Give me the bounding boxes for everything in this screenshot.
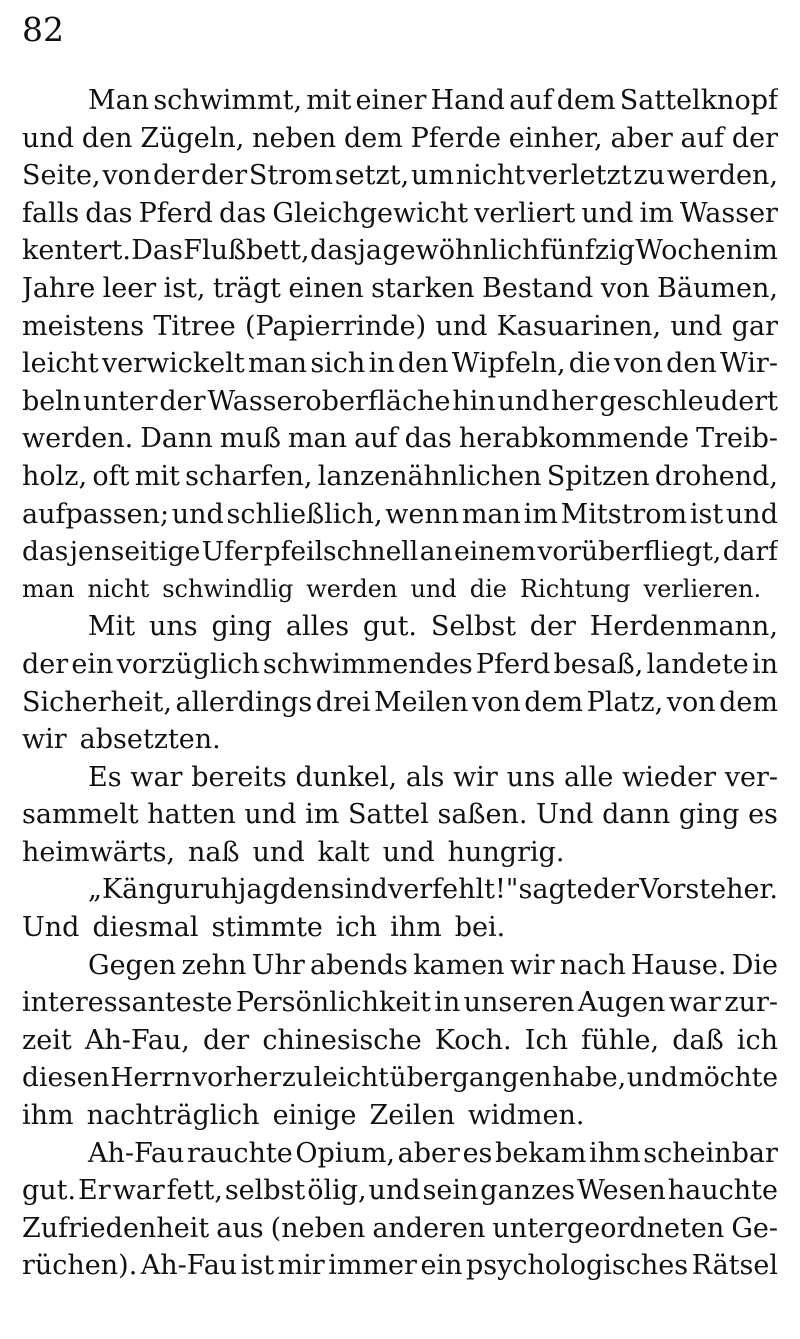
word: Koch. xyxy=(434,1024,512,1056)
word: ging xyxy=(211,611,273,643)
word: leicht xyxy=(22,348,99,380)
word: den xyxy=(666,348,717,380)
word: vorüberfliegt, xyxy=(537,536,722,568)
word: meistens xyxy=(22,310,145,342)
word: selbst xyxy=(224,1175,306,1207)
word: man xyxy=(287,423,348,455)
word: Bäumen, xyxy=(657,272,778,304)
word: und xyxy=(410,574,457,603)
word: werden, xyxy=(666,160,778,192)
word: und xyxy=(252,836,305,868)
word: die xyxy=(568,348,611,380)
word: (neben xyxy=(270,1212,366,1244)
word: die xyxy=(469,574,507,603)
word: hauchte xyxy=(667,1175,778,1207)
word: war xyxy=(130,761,183,793)
word: Zügeln, xyxy=(140,122,245,154)
word: einer xyxy=(355,85,427,116)
word: einher, xyxy=(508,122,603,154)
word: Wesen xyxy=(577,1175,666,1207)
word: aber xyxy=(397,1137,460,1169)
word: einem xyxy=(453,536,537,568)
word: Ufer xyxy=(201,536,263,568)
word: zehn xyxy=(181,949,247,981)
word: und xyxy=(626,1062,678,1094)
word: gut. xyxy=(22,1175,77,1207)
word: einige xyxy=(272,1100,357,1132)
word: uns xyxy=(148,611,198,643)
word: Jahre xyxy=(22,272,96,304)
word: Wasser xyxy=(679,197,778,229)
word: habe, xyxy=(552,1062,627,1094)
word: dunkel, xyxy=(295,761,398,793)
word: wir xyxy=(453,761,498,793)
word: ein xyxy=(71,648,114,680)
word: von xyxy=(102,160,152,192)
word: landete xyxy=(646,648,749,680)
text-line xyxy=(22,533,778,571)
word: Ah-Fau xyxy=(140,1250,238,1282)
text-line xyxy=(22,796,778,834)
word: her xyxy=(551,385,598,417)
word: das xyxy=(404,423,452,455)
word: gut. xyxy=(362,611,417,643)
word: möchte xyxy=(678,1062,778,1094)
word: Pferd xyxy=(138,197,213,229)
word: in xyxy=(434,987,461,1019)
word: Richtung xyxy=(519,574,631,603)
word: dem xyxy=(524,686,584,718)
word: Die xyxy=(731,949,778,981)
word: gewöhnlich xyxy=(382,235,540,267)
word: Ich xyxy=(524,1024,568,1056)
word: in xyxy=(751,648,778,680)
word: als xyxy=(405,761,445,793)
word: ich xyxy=(736,1024,778,1056)
text-line xyxy=(22,984,778,1022)
word: Titree xyxy=(153,310,236,342)
word: sich xyxy=(310,348,366,380)
word: der xyxy=(203,1024,250,1056)
word: und xyxy=(670,310,723,342)
word: Ah-Fau, xyxy=(84,1024,190,1056)
word: rauchte xyxy=(187,1137,293,1169)
word: lanzenähnlichen xyxy=(317,460,542,492)
word: schwimmt, xyxy=(153,85,303,116)
word: den xyxy=(81,122,133,154)
word: Gegen xyxy=(88,949,177,981)
word: widmen. xyxy=(467,1100,585,1132)
word: unseren xyxy=(463,987,575,1019)
text-line xyxy=(22,646,778,684)
word: scheinbar xyxy=(643,1137,778,1169)
word: holz, xyxy=(22,460,88,492)
text-line xyxy=(22,496,778,534)
word: Ge- xyxy=(731,1212,778,1244)
word: Ah-Fau xyxy=(88,1137,185,1169)
word: man xyxy=(461,498,521,530)
word: im xyxy=(523,498,558,530)
word: der xyxy=(529,611,576,643)
word: es xyxy=(748,799,778,831)
word: war xyxy=(668,987,721,1019)
word: verlieren. xyxy=(643,574,762,603)
word: verliert xyxy=(474,197,576,229)
word: ölig, xyxy=(307,1175,367,1207)
word: Persönlichkeit xyxy=(235,987,431,1019)
word: oft xyxy=(92,460,130,492)
word: abends xyxy=(310,949,408,981)
word: falls xyxy=(22,197,80,229)
word: übergangen xyxy=(389,1062,552,1094)
text-line xyxy=(22,759,778,797)
word: ist, xyxy=(163,272,206,304)
word: und xyxy=(244,799,297,831)
word: Selbst xyxy=(430,611,516,643)
word: der xyxy=(200,160,248,192)
word: leicht xyxy=(313,1062,389,1094)
word: ging xyxy=(678,799,740,831)
word: und xyxy=(22,122,75,154)
word: und xyxy=(497,385,550,417)
word: bekam xyxy=(495,1137,587,1169)
word: mir xyxy=(277,1250,325,1282)
word: kamen xyxy=(413,949,505,981)
text-line xyxy=(22,458,778,496)
word: ist xyxy=(240,1250,275,1282)
word: Rätsel xyxy=(691,1250,778,1282)
text-line xyxy=(22,270,778,308)
word: Es xyxy=(88,761,122,793)
word: nach xyxy=(559,949,626,981)
word: ihm xyxy=(588,1137,641,1169)
word: immer xyxy=(328,1250,417,1282)
word: das xyxy=(85,197,133,229)
text-line xyxy=(22,82,778,120)
word: ja xyxy=(357,235,383,267)
word: Flußbett, xyxy=(183,235,310,267)
word: der xyxy=(153,160,200,192)
word: auf xyxy=(680,122,725,154)
word: war xyxy=(112,1175,165,1207)
word: anderen xyxy=(372,1212,486,1244)
word: und xyxy=(171,498,224,530)
word: stimmte xyxy=(211,912,323,944)
word: psychologisches xyxy=(465,1250,689,1282)
word: werden xyxy=(306,574,398,603)
text-line xyxy=(22,308,778,346)
word: wir xyxy=(509,949,555,981)
word: schwimmendes xyxy=(262,648,473,680)
word: trägt xyxy=(212,272,281,304)
text-line xyxy=(22,195,778,233)
word: Dann xyxy=(140,423,213,455)
word: Wir- xyxy=(720,348,778,380)
word: neben xyxy=(252,122,337,154)
word: und xyxy=(382,836,435,868)
text-line xyxy=(22,1172,778,1210)
word: Zeilen xyxy=(369,1100,455,1132)
word: Augen xyxy=(577,987,666,1019)
word: zu xyxy=(633,160,665,192)
word: Und xyxy=(536,799,594,831)
text-line xyxy=(22,157,778,195)
word: sagte xyxy=(518,874,593,906)
word: zeit xyxy=(22,1024,72,1056)
word: unter xyxy=(83,385,158,417)
word: alles xyxy=(285,611,350,643)
word: einen xyxy=(288,272,364,304)
word: interessanteste xyxy=(22,987,233,1019)
text-line xyxy=(22,834,778,872)
word: von xyxy=(471,686,521,718)
text-line xyxy=(22,120,778,158)
word: naß xyxy=(188,836,240,868)
text-line xyxy=(22,345,778,383)
word: nicht xyxy=(87,574,150,603)
word: ver- xyxy=(724,761,778,793)
word: sind xyxy=(330,874,388,906)
text-line xyxy=(22,947,778,985)
word: nicht xyxy=(455,160,526,192)
word: der xyxy=(731,122,778,154)
word: mit xyxy=(134,460,180,492)
word: bei. xyxy=(454,912,506,944)
text-line xyxy=(22,1022,778,1060)
word: absetzten. xyxy=(79,724,221,756)
word: Pferde xyxy=(410,122,501,154)
word: rüchen). xyxy=(22,1250,138,1282)
word: sein xyxy=(422,1175,479,1207)
word: kalt xyxy=(317,836,370,868)
word: der xyxy=(159,385,206,417)
word: starken xyxy=(371,272,475,304)
word: fünfzig xyxy=(539,235,635,267)
word: zu xyxy=(281,1062,313,1094)
word: muß xyxy=(219,423,281,455)
word: hatten xyxy=(147,799,236,831)
word: man xyxy=(247,348,308,380)
word: drohend, xyxy=(654,460,778,492)
word: aus xyxy=(216,1212,264,1244)
word: Mit xyxy=(88,611,136,643)
word: wieder xyxy=(622,761,716,793)
word: Und xyxy=(22,912,80,944)
word: schließlich, xyxy=(226,498,383,530)
word: im xyxy=(743,235,778,267)
word: im xyxy=(305,799,340,831)
text-line xyxy=(22,1247,778,1285)
text-line xyxy=(22,721,778,759)
word: verwickelt xyxy=(101,348,245,380)
word: Das xyxy=(131,235,183,267)
word: ein xyxy=(420,1250,463,1282)
word: zur- xyxy=(724,987,778,1019)
text-line xyxy=(22,420,778,458)
word: chinesische xyxy=(262,1024,422,1056)
text-line xyxy=(22,383,778,421)
word: der xyxy=(22,648,69,680)
word: beln xyxy=(22,385,82,417)
word: wir xyxy=(22,724,67,756)
word: heimwärts, xyxy=(22,836,176,868)
word: scharfen, xyxy=(185,460,313,492)
word: man xyxy=(22,574,75,603)
word: im xyxy=(639,197,674,229)
word: an xyxy=(419,536,453,568)
word: um xyxy=(410,160,454,192)
word: von xyxy=(666,686,716,718)
word: setzt, xyxy=(334,160,410,192)
word: aufpassen; xyxy=(22,498,170,530)
word: alle xyxy=(563,761,614,793)
word: und xyxy=(581,197,634,229)
body-text xyxy=(22,82,778,1285)
word: bereits xyxy=(191,761,287,793)
word: es xyxy=(462,1137,493,1169)
word: in xyxy=(368,348,395,380)
word: und xyxy=(435,310,488,342)
word: auf xyxy=(354,423,398,455)
word: hin xyxy=(452,385,496,417)
word: pfeilschnell xyxy=(263,536,419,568)
word: das xyxy=(309,235,358,267)
word: wenn xyxy=(385,498,460,530)
word: verfehlt!" xyxy=(388,874,519,906)
word: und xyxy=(368,1175,421,1207)
word: dem xyxy=(556,85,616,116)
text-line xyxy=(22,571,778,609)
text-line xyxy=(22,1097,778,1135)
word: Wochen xyxy=(635,235,744,267)
word: diesen xyxy=(22,1062,110,1094)
word: dem xyxy=(343,122,403,154)
word: schwindlig xyxy=(162,574,294,603)
word: „Känguruhjagden xyxy=(88,874,331,906)
text-line xyxy=(22,1210,778,1248)
word: besaß, xyxy=(553,648,644,680)
text-line xyxy=(22,232,778,270)
word: herabkommende xyxy=(458,423,690,455)
word: Strom xyxy=(248,160,334,192)
word: geschleudert xyxy=(599,385,778,417)
word: Sattelknopf xyxy=(619,85,778,116)
word: aber xyxy=(610,122,673,154)
word: Herrn xyxy=(110,1062,192,1094)
word: Sicherheit, xyxy=(22,686,172,718)
word: ihm xyxy=(22,1100,74,1132)
word: sammelt xyxy=(22,799,139,831)
text-line xyxy=(22,1135,778,1173)
word: von xyxy=(613,348,663,380)
word: darf xyxy=(722,536,778,568)
word: nachträglich xyxy=(86,1100,260,1132)
word: werden. xyxy=(22,423,134,455)
word: Pferd xyxy=(475,648,551,680)
word: Mitstrom xyxy=(560,498,688,530)
word: Sattel xyxy=(347,799,429,831)
word: verletzt xyxy=(526,160,632,192)
word: Wasseroberfläche xyxy=(207,385,451,417)
word: Vorsteher. xyxy=(639,874,778,906)
word: Hand xyxy=(430,85,505,116)
word: Platz, xyxy=(586,686,664,718)
word: mit xyxy=(306,85,352,116)
word: kentert. xyxy=(22,235,131,267)
word: Opium, xyxy=(295,1137,396,1169)
word: Seite, xyxy=(22,160,101,192)
word: das xyxy=(22,536,69,568)
word: ganzes xyxy=(480,1175,576,1207)
word: das xyxy=(219,197,267,229)
word: uns xyxy=(506,761,556,793)
word: hungrig. xyxy=(447,836,565,868)
word: dem xyxy=(719,686,778,718)
word: saßen. xyxy=(437,799,528,831)
text-line xyxy=(22,1059,778,1097)
word: Kasuarinen, xyxy=(496,310,662,342)
word: Zufriedenheit xyxy=(22,1212,210,1244)
word: fühle, xyxy=(581,1024,660,1056)
word: Gleichgewicht xyxy=(272,197,469,229)
word: Spitzen xyxy=(546,460,650,492)
word: (Papierrinde) xyxy=(244,310,427,342)
word: Meilen xyxy=(374,686,469,718)
word: Er xyxy=(78,1175,111,1207)
word: leer xyxy=(102,272,157,304)
word: Wipfeln, xyxy=(451,348,566,380)
word: von xyxy=(600,272,650,304)
word: auf xyxy=(509,85,553,116)
word: fett, xyxy=(166,1175,223,1207)
word: ich xyxy=(335,912,378,944)
word: drei xyxy=(315,686,371,718)
word: Hause. xyxy=(630,949,727,981)
word: Treib- xyxy=(696,423,778,455)
word: allerdings xyxy=(175,686,313,718)
page-number: 82 xyxy=(22,10,64,49)
word: der xyxy=(592,874,639,906)
word: diesmal xyxy=(92,912,199,944)
word: den xyxy=(397,348,449,380)
word: vorzüglich xyxy=(116,648,260,680)
word: dann xyxy=(602,799,671,831)
text-line xyxy=(22,684,778,722)
word: ihm xyxy=(390,912,442,944)
word: Uhr xyxy=(251,949,305,981)
text-line xyxy=(22,608,778,646)
word: ist xyxy=(689,498,724,530)
word: vorher xyxy=(192,1062,282,1094)
text-line xyxy=(22,909,778,947)
word: Bestand xyxy=(482,272,594,304)
word: Herdenmann, xyxy=(589,611,778,643)
text-line xyxy=(22,871,778,909)
word: daß xyxy=(672,1024,724,1056)
word: untergeordneten xyxy=(492,1212,725,1244)
word: Man xyxy=(88,85,150,116)
word: jenseitige xyxy=(69,536,201,568)
word: und xyxy=(725,498,778,530)
word: gar xyxy=(731,310,778,342)
